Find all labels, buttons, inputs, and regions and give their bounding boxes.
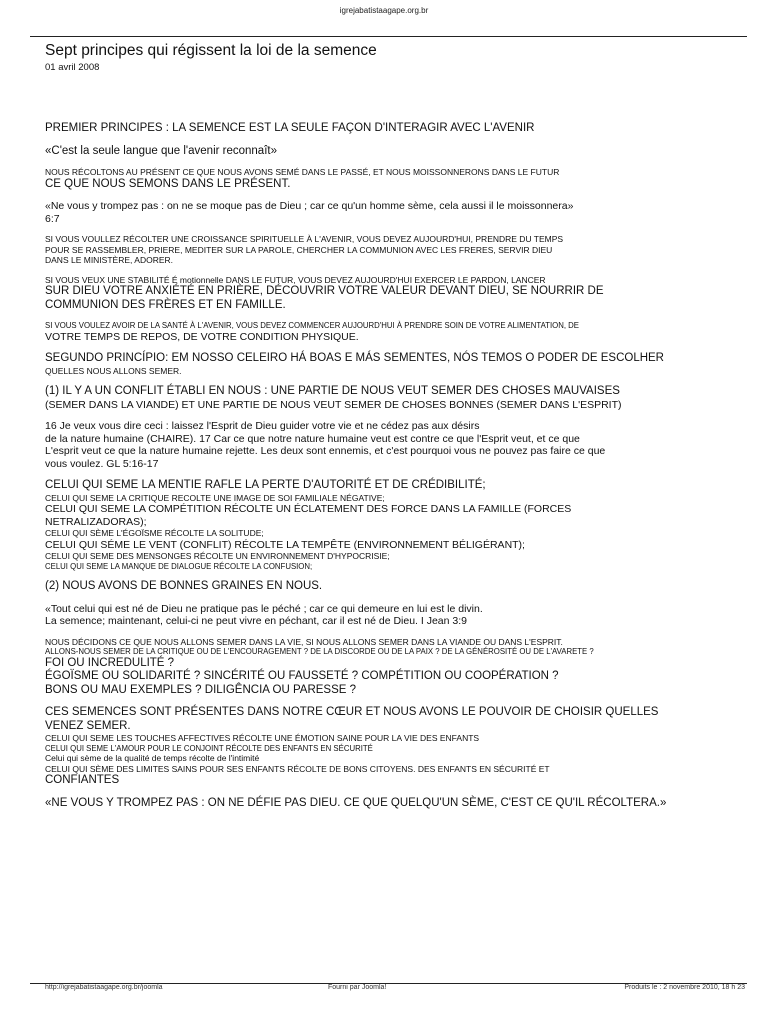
text-line: CES SEMENCES SONT PRÉSENTES DANS NOTRE CŒUR ET NOUS AVONS LE POUVOIR DE CHOISIR QUELLES bbox=[45, 706, 659, 718]
footer-url: http://igrejabatistaagape.org.br/joomla bbox=[45, 984, 163, 991]
text-line: ÉGOÏSME OU SOLIDARITÉ ? SINCÉRITÉ OU FAUSSETÉ ? COMPÉTITION OU COOPÉRATION ? bbox=[45, 670, 559, 682]
list-item: CELUI QUI SÉME LE VENT (CONFLIT) RÉCOLTE LA TEMPÊTE (ENVIRONNEMENT BÉLIGÉRANT); bbox=[45, 538, 525, 551]
text-line: SI VOUS VOULLEZ RÉCOLTER UNE CROISSANCE SPIRITUELLE À L'AVENIR, VOUS DEVEZ AUJOURD'HUI, PRENDRE DU TEMPS bbox=[45, 234, 564, 244]
article-title: Sept principes qui régissent la loi de la semence bbox=[45, 42, 377, 59]
text-line: CONFIANTES bbox=[45, 774, 120, 786]
text-line: (1) IL Y A UN CONFLIT ÉTABLI EN NOUS : UNE PARTIE DE NOUS VEUT SEMER DES CHOSES MAUVAISES bbox=[45, 385, 620, 397]
text-line: QUELLES NOUS ALLONS SEMER. bbox=[45, 365, 182, 376]
site-domain: igrejabatistaagape.org.br bbox=[339, 6, 429, 15]
text-line: CE QUE NOUS SEMONS DANS LE PRÉSENT. bbox=[45, 177, 291, 190]
text-line: POUR SE RASSEMBLER, PRIERE, MEDITER SUR LA PAROLE, CHERCHER LA COMMUNION AVEC LES FRERES, SERVIR DIEU bbox=[45, 244, 553, 255]
principle-one-heading: PREMIER PRINCIPES : LA SEMENCE EST LA SEULE FAÇON D'INTERAGIR AVEC L'AVENIR bbox=[45, 122, 535, 134]
text-line: VOTRE TEMPS DE REPOS, DE VOTRE CONDITION PHYSIQUE. bbox=[45, 330, 359, 343]
text-line: SI VOUS VOULEZ AVOIR DE LA SANTÉ À L'AVENIR, VOUS DEVEZ COMMENCER AUJOURD'HUI À PRENDRE SOIN DE VOTRE ALIMENTATION, DE bbox=[45, 321, 579, 330]
scripture-line: de la nature humaine (CHAIRE). 17 Car ce que notre nature humaine veut est contre ce que l'Esprit veut, et ce que bbox=[45, 432, 580, 445]
scripture-line: «Tout celui qui est né de Dieu ne pratique pas le péché ; car ce qui demeure en lui est le divin. bbox=[45, 602, 483, 615]
page-footer bbox=[45, 984, 745, 994]
text-line: SI VOUS VEUX UNE STABILITÉ É motionnelle DANS LE FUTUR, VOUS DEVEZ AUJOURD'HUI EXERCER LE PARDON, LANCER bbox=[45, 274, 546, 285]
scripture-line: L'esprit veut ce que la nature humaine rejette. Les deux sont ennemis, et c'est pourquoi vous ne pouvez pas faire ce que bbox=[45, 445, 606, 457]
quote-line: «C'est la seule langue que l'avenir reconnaît» bbox=[45, 144, 277, 157]
footer-powered-by: Fourni par Joomla! bbox=[328, 984, 387, 991]
text-line: NOUS RÉCOLTONS AU PRÉSENT CE QUE NOUS AVONS SEMÉ DANS LE PASSÉ, ET NOUS MOISSONNERONS DANS LE FUTUR bbox=[45, 167, 560, 177]
text-line: VENEZ SEMER. bbox=[45, 719, 131, 732]
text-line: NOUS DÉCIDONS CE QUE NOUS ALLONS SEMER DANS LA VIE, SI NOUS ALLONS SEMER DANS LA VIANDE OU DANS L'ESPRIT. bbox=[45, 636, 563, 647]
text-line: (2) NOUS AVONS DE BONNES GRAINES EN NOUS. bbox=[45, 580, 323, 592]
text-line: CELUI QUI SÈME DES LIMITES SAINS POUR SES ENFANTS RÉCOLTE DE BONS CITOYENS. DES ENFANTS EN SÉCURITÉ ET bbox=[45, 763, 550, 774]
list-item: CELUI QUI SEME DES MENSONGES RÉCOLTE UN ENVIRONNEMENT D'HYPOCRISIE; bbox=[45, 551, 390, 561]
closing-quote: «NE VOUS Y TROMPEZ PAS : ON NE DÉFIE PAS DIEU. CE QUE QUELQU'UN SÈME, C'EST CE QU'IL RÉCOLTERA.» bbox=[45, 796, 667, 809]
quote-line: 6:7 bbox=[45, 212, 60, 225]
list-item: CELUI QUI SEME LA CRITIQUE RECOLTE UNE IMAGE DE SOI FAMILIALE NÉGATIVE; bbox=[45, 492, 385, 503]
text-line: ALLONS-NOUS SEMER DE LA CRITIQUE OU DE L'ENCOURAGEMENT ? DE LA DISCORDE OU DE LA PAIX ? DE LA GÉNÉROSITÉ OU DE L'AVARETE ? bbox=[45, 647, 594, 656]
text-line: CELUI QUI SEME L'AMOUR POUR LE CONJOINT RÉCOLTE DES ENFANTS EN SÉCURITÉ bbox=[45, 743, 373, 753]
list-item: CELUI QUI SEME LA COMPÉTITION RÉCOLTE UN ÉCLATEMENT DES FORCE DANS LA FAMILLE (FORCES bbox=[45, 503, 572, 515]
quote-line: «Ne vous y trompez pas : on ne se moque pas de Dieu ; car ce qu'un homme sème, cela aussi il le moissonnera» bbox=[45, 200, 574, 212]
article-body bbox=[45, 122, 745, 810]
text-line: DANS LE MINISTÈRE, ADORER. bbox=[45, 255, 173, 265]
text-line: SUR DIEU VOTRE ANXIÉTÉ EN PRIÈRE, DÉCOUVRIR VOTRE VALEUR DEVANT DIEU, SE NOURRIR DE bbox=[45, 285, 604, 297]
article-date: 01 avril 2008 bbox=[45, 62, 100, 73]
list-item: CELUI QUI SÈME L'ÉGOÏSME RÉCOLTE LA SOLITUDE; bbox=[45, 528, 264, 538]
scripture-line: La semence; maintenant, celui-ci ne peut vivre en péchant, car il est né de Dieu. I Jean 3:9 bbox=[45, 615, 467, 627]
scripture-line: vous voulez. GL 5:16-17 bbox=[45, 457, 159, 470]
principle-two-heading: SEGUNDO PRINCÍPIO: EM NOSSO CELEIRO HÁ BOAS E MÁS SEMENTES, NÓS TEMOS O PODER DE ESCOLHER bbox=[45, 352, 664, 364]
text-line: COMMUNION DES FRÈRES ET EN FAMILLE. bbox=[45, 298, 286, 311]
text-line: Celui qui sème de la qualité de temps récolte de l'intimité bbox=[45, 753, 260, 763]
text-line: BONS OU MAU EXEMPLES ? DILIGÊNCIA OU PARESSE ? bbox=[45, 683, 357, 696]
header-divider bbox=[30, 36, 747, 37]
list-item: NETRALIZADORAS); bbox=[45, 515, 147, 528]
scripture-line: 16 Je veux vous dire ceci : laissez l'Esprit de Dieu guider votre vie et ne cédez pas aux désirs bbox=[45, 420, 480, 432]
text-line: CELUI QUI SEME LES TOUCHES AFFECTIVES RÉCOLTE UNE ÉMOTION SAINE POUR LA VIE DES ENFANTS bbox=[45, 733, 480, 743]
list-item: CELUI QUI SEME LA MANQUE DE DIALOGUE RÉCOLTE LA CONFUSION; bbox=[45, 561, 313, 571]
footer-generated-date: Produits le : 2 novembre 2010, 18 h 23 bbox=[624, 984, 745, 991]
text-line: FOI OU INCREDULITÉ ? bbox=[45, 656, 175, 669]
text-line: (SEMER DANS LA VIANDE) ET UNE PARTIE DE NOUS VEUT SEMER DE CHOSES BONNES (SEMER DANS L'ESPRIT) bbox=[45, 398, 622, 411]
list-item: CELUI QUI SEME LA MENTIE RAFLE LA PERTE D'AUTORITÉ ET DE CRÉDIBILITÉ; bbox=[45, 479, 486, 491]
